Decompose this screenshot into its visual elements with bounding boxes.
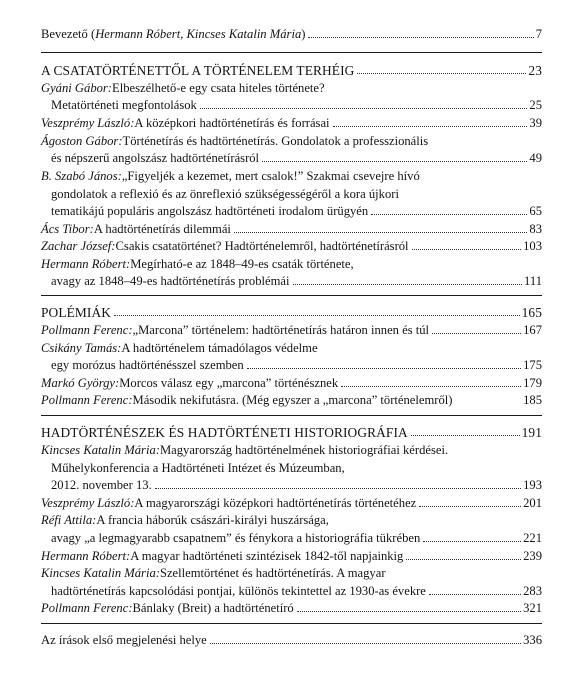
entry-title: gondolatok a reflexió és az önreflexió szükségességéről a kora újkori	[51, 187, 399, 202]
toc-entry[interactable]	[41, 166, 542, 183]
entry-author: Veszprémy László:	[41, 116, 135, 131]
entry-author: Ács Tibor:	[41, 222, 94, 237]
page-number: 165	[521, 304, 542, 320]
toc-section-heading[interactable]	[41, 302, 542, 319]
leader-dots	[114, 315, 520, 316]
entry-title-end: )	[301, 27, 306, 42]
entry-title: tematikájú populáris angolszász hadtörténeti irodalom ürügyén	[51, 204, 369, 219]
toc-entry[interactable]	[41, 373, 542, 390]
leader-dots	[247, 368, 521, 369]
page-number: 49	[529, 151, 542, 166]
leader-dots	[308, 37, 533, 38]
entry-authors: Hermann Róbert, Kincses Katalin Mária	[95, 27, 302, 42]
section-divider	[41, 415, 542, 416]
entry-title: avagy az 1848–49-es hadtörténetírás problémái	[51, 274, 290, 289]
page-number: 23	[528, 62, 542, 78]
entry-author: Pollmann Ferenc:	[41, 393, 133, 408]
entry-title: Bánlaky (Breit) a hadtörténetíró	[132, 601, 294, 616]
page-number: 103	[523, 239, 542, 254]
page-number: 111	[524, 274, 542, 289]
entry-title: 2012. november 13.	[51, 478, 152, 493]
leader-dots	[411, 435, 520, 436]
toc-entry[interactable]	[41, 219, 542, 236]
leader-dots	[234, 232, 527, 233]
toc-entry-continuation[interactable]	[51, 148, 542, 165]
entry-title: Műhelykonferencia a Hadtörténeti Intézet és Múzeumban,	[51, 461, 345, 476]
leader-dots	[412, 249, 522, 250]
leader-dots	[333, 126, 528, 127]
page-number: 239	[523, 549, 542, 564]
leader-dots	[419, 506, 521, 507]
entry-title: Magyarország hadtörténelmének historiográfiai kérdései.	[159, 443, 449, 458]
leader-dots	[429, 594, 521, 595]
entry-title: Történetírás és hadtörténetírás. Gondolatok a professzionális	[122, 134, 429, 149]
leader-dots	[262, 161, 527, 162]
toc-entry[interactable]	[41, 78, 542, 95]
page-number: 83	[529, 222, 542, 237]
entry-author: Kincses Katalin Mária:	[41, 443, 160, 458]
entry-title: A magyar hadtörténeti szintézisek 1842-től napjainkig	[130, 549, 404, 564]
page-number: 201	[523, 496, 542, 511]
page-number: 65	[529, 204, 542, 219]
leader-dots	[155, 488, 521, 489]
entry-title: A hadtörténelem támadólagos védelme	[121, 341, 318, 356]
entry-title: avagy „a legmagyarabb csapatnem” és fénykora a historiográfia tükrében	[51, 531, 421, 546]
leader-dots	[297, 611, 521, 612]
leader-dots	[210, 643, 521, 644]
entry-title: egy morózus hadtörténésszel szemben	[51, 358, 244, 373]
entry-title: Metatörténeti megfontolások	[51, 98, 197, 113]
toc-entry[interactable]	[41, 113, 542, 130]
toc-entry-continuation[interactable]	[51, 581, 542, 598]
toc-entry-continuation[interactable]	[51, 184, 542, 201]
page-number: 191	[521, 424, 542, 440]
toc-entry[interactable]	[41, 236, 542, 253]
page-number: 336	[523, 633, 542, 648]
entry-author: B. Szabó János:	[41, 169, 122, 184]
leader-dots	[432, 333, 521, 334]
leader-dots	[293, 284, 523, 285]
entry-title: Szellemtörténet és hadtörténetírás. A magyar	[159, 566, 386, 581]
entry-title: Megírható-e az 1848–49-es csaták története,	[130, 257, 354, 272]
entry-author: Ágoston Gábor:	[41, 134, 123, 149]
entry-author: Réfi Attila:	[41, 513, 97, 528]
toc-entry-continuation[interactable]	[51, 528, 542, 545]
entry-title: „Figyeljék a kezemet, mert csalok!” Szakmai csevejre hívó	[121, 169, 420, 184]
toc-entry-introduction[interactable]	[41, 24, 542, 41]
page-number: 283	[523, 584, 542, 599]
toc-entry[interactable]	[41, 338, 542, 355]
page-number: 25	[529, 98, 542, 113]
leader-dots	[423, 541, 521, 542]
entry-title: Csakis csatatörténet? Hadtörténelemről, hadtörténetírásról	[115, 239, 409, 254]
section-title: HADTÖRTÉNÉSZEK ÉS HADTÖRTÉNETI HISTORIOGRÁFIA	[41, 424, 408, 440]
page-number: 321	[523, 601, 542, 616]
toc-entry[interactable]	[41, 440, 542, 457]
entry-title: „Marcona” történelem: hadtörténetírás határon innen és túl	[132, 323, 430, 338]
entry-author: Markó György:	[41, 376, 120, 391]
section-divider	[41, 52, 542, 53]
toc-entry[interactable]	[41, 320, 542, 337]
entry-title: Morcos válasz egy „marcona” történésznek	[119, 376, 339, 391]
entry-title: hadtörténetírás kapcsolódási pontjai, különös tekintettel az 1930-as évekre	[51, 584, 426, 599]
entry-title: Az írások első megjelenési helye	[41, 633, 207, 648]
page-number: 175	[523, 358, 542, 373]
entry-author: Hermann Róbert:	[41, 549, 131, 564]
toc-entry-first-publications[interactable]	[41, 630, 542, 647]
toc-entry[interactable]	[41, 598, 542, 615]
page-number: 39	[529, 116, 542, 131]
leader-dots	[357, 73, 526, 74]
toc-entry[interactable]	[41, 131, 542, 148]
entry-author: Veszprémy László:	[41, 496, 135, 511]
section-divider	[41, 623, 542, 624]
page-number: 179	[523, 376, 542, 391]
page-number: 193	[523, 478, 542, 493]
toc-entry[interactable]	[41, 563, 542, 580]
entry-author: Kincses Katalin Mária:	[41, 566, 160, 581]
entry-author: Pollmann Ferenc:	[41, 323, 133, 338]
entry-author: Csikány Tamás:	[41, 341, 122, 356]
toc-entry-continuation[interactable]	[51, 201, 542, 218]
entry-title: A francia háborúk császári-királyi huszársága,	[96, 513, 329, 528]
entry-author: Zachar József:	[41, 239, 116, 254]
section-divider	[41, 295, 542, 296]
toc-section-heading[interactable]	[41, 422, 542, 439]
toc-entry[interactable]	[41, 546, 542, 563]
leader-dots	[371, 214, 527, 215]
entry-author: Gyáni Gábor:	[41, 81, 113, 96]
leader-dots	[200, 108, 528, 109]
entry-title: Bevezető (	[41, 27, 96, 42]
entry-title: A hadtörténetírás dilemmái	[93, 222, 231, 237]
toc-entry[interactable]	[41, 390, 542, 407]
section-title: A CSATATÖRTÉNETTŐL A TÖRTÉNELEM TERHÉIG	[41, 62, 355, 78]
toc-entry-continuation[interactable]	[51, 475, 542, 492]
toc-entry-continuation[interactable]	[51, 458, 542, 475]
leader-dots	[341, 386, 521, 387]
entry-author: Pollmann Ferenc:	[41, 601, 133, 616]
entry-title: és népszerű angolszász hadtörténetírásról	[51, 151, 260, 166]
leader-dots	[406, 559, 521, 560]
page-number: 167	[523, 323, 542, 338]
page-number: 7	[535, 27, 542, 42]
toc-entry-continuation[interactable]	[51, 95, 542, 112]
toc-entry-continuation[interactable]	[51, 355, 542, 372]
page-number: 185	[523, 393, 542, 408]
entry-title: A középkori hadtörténetírás és forrásai	[134, 116, 330, 131]
page-number: 221	[523, 531, 542, 546]
toc-entry[interactable]	[41, 510, 542, 527]
entry-author: Hermann Róbert:	[41, 257, 131, 272]
toc-entry[interactable]	[41, 254, 542, 271]
toc-section-heading[interactable]	[41, 60, 542, 77]
entry-title: Elbeszélhető-e egy csata hiteles története?	[112, 81, 325, 96]
toc-entry[interactable]	[41, 493, 542, 510]
toc-entry-continuation[interactable]	[51, 271, 542, 288]
entry-title: Második nekifutásra. (Még egyszer a „marcona” történelemről)	[132, 393, 453, 408]
entry-title: A magyarországi középkori hadtörténetírás történetéhez	[134, 496, 417, 511]
section-title: POLÉMIÁK	[41, 304, 111, 320]
